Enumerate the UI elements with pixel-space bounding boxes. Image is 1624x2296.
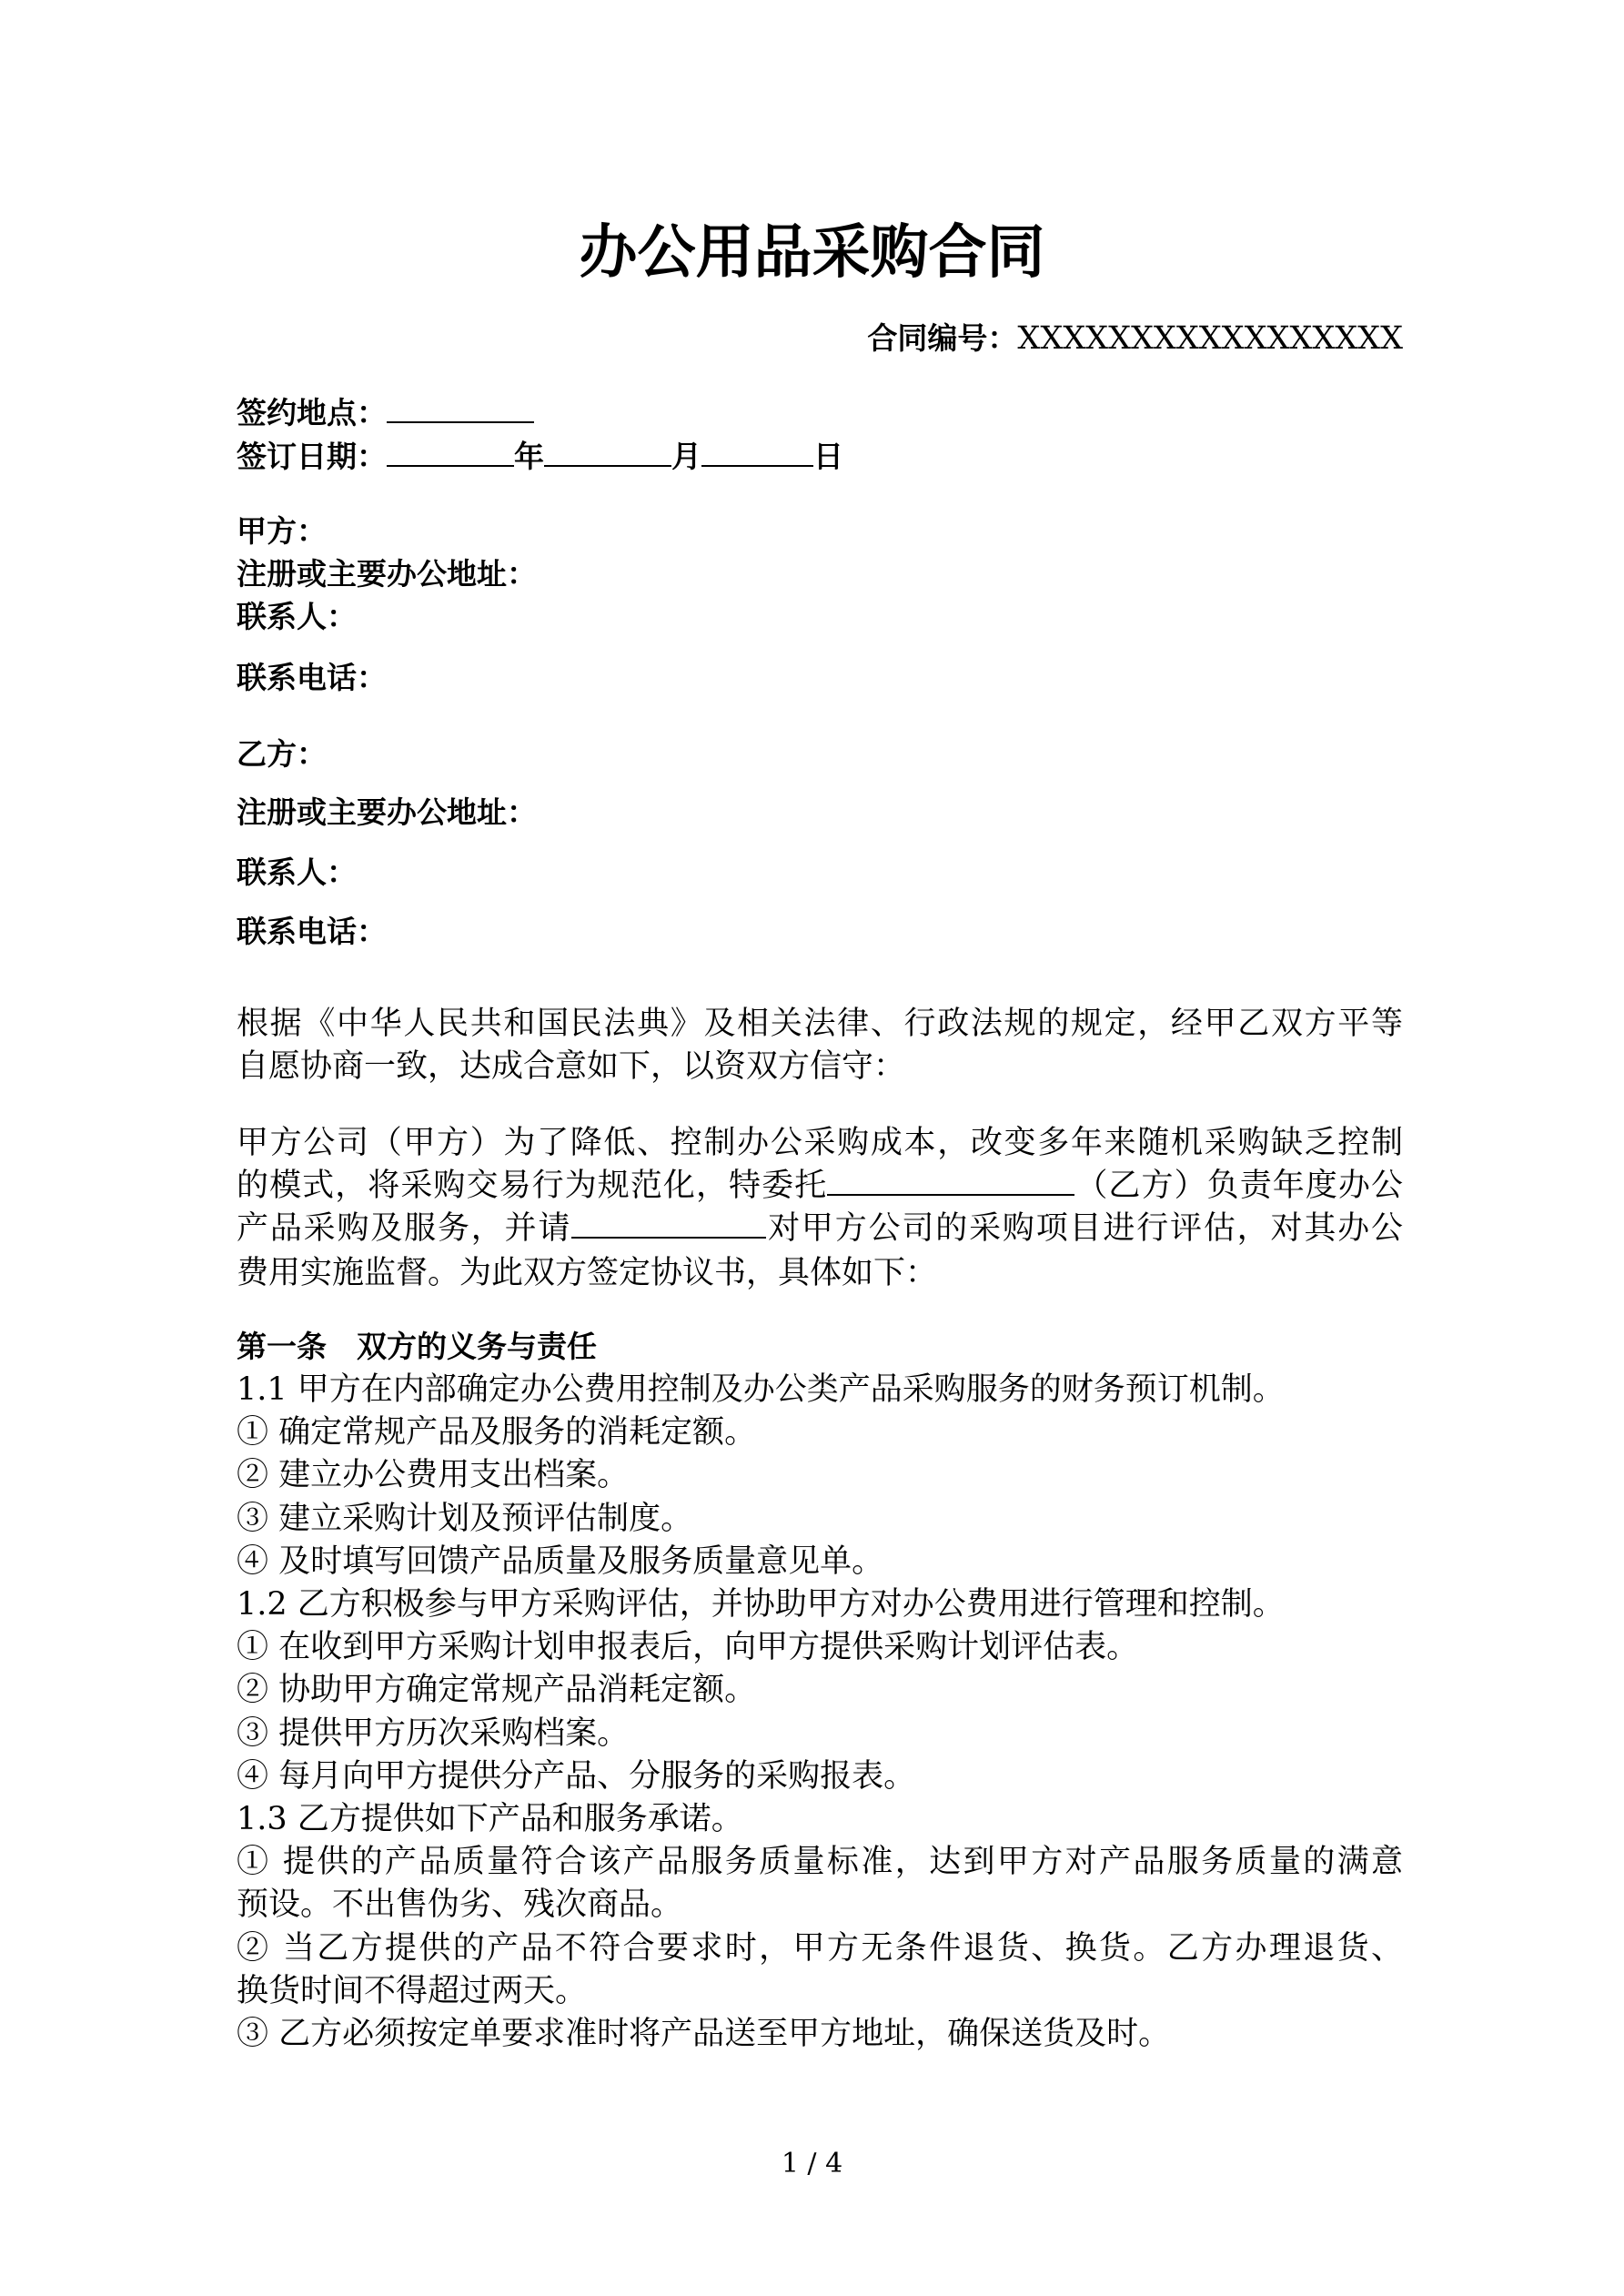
- sign-place-label: 签约地点：: [237, 395, 387, 430]
- contract-number: [237, 317, 1403, 360]
- contract-number-label: 合同编号：: [867, 320, 1018, 356]
- party-a-contact: 联系人：: [237, 599, 357, 634]
- party-a-phone: 联系电话：: [237, 660, 387, 695]
- year-label: 年: [514, 439, 544, 474]
- intro-text: 对甲方公司的采购项目进行评估，对其办公: [766, 1210, 1403, 1247]
- article-heading: 第一条 双方的义务与责任: [237, 1329, 597, 1364]
- party-b-contact: 联系人：: [237, 855, 357, 890]
- evaluator-blank: [571, 1209, 766, 1239]
- article-line: ④ 每月向甲方提供分产品、分服务的采购报表。: [237, 1757, 916, 1795]
- day-blank: [701, 438, 813, 467]
- article-line: ② 建立办公费用支出档案。: [237, 1457, 630, 1494]
- page-number: 1 / 4: [781, 2148, 843, 2180]
- intro-text: （乙方）负责年度办公: [1074, 1168, 1403, 1204]
- article-line: 换货时间不得超过两天。: [237, 1972, 588, 2009]
- article-line: ② 当乙方提供的产品不符合要求时，甲方无条件退货、换货。乙方办理退货、: [237, 1929, 1403, 1967]
- article-line: ① 在收到甲方采购计划申报表后，向甲方提供采购计划评估表。: [237, 1629, 1139, 1666]
- article-line: ① 确定常规产品及服务的消耗定额。: [237, 1414, 757, 1451]
- contract-number-value: XXXXXXXXXXXXXXXXX: [1017, 320, 1403, 357]
- intro-line: [237, 1207, 1403, 1250]
- article-line: 1.1 甲方在内部确定办公费用控制及办公类产品采购服务的财务预订机制。: [237, 1371, 1285, 1408]
- party-a-address: 注册或主要办公地址：: [237, 556, 537, 592]
- intro-line: [237, 1164, 1403, 1208]
- preamble-line: 自愿协商一致，达成合意如下，以资双方信守：: [237, 1048, 906, 1085]
- day-label: 日: [813, 439, 843, 474]
- party-b-label: 乙方：: [237, 736, 327, 772]
- article-line: ③ 乙方必须按定单要求准时将产品送至甲方地址，确保送货及时。: [237, 2016, 1171, 2052]
- article-line: 1.2 乙方积极参与甲方采购评估，并协助甲方对办公费用进行管理和控制。: [237, 1586, 1285, 1623]
- party-b-address: 注册或主要办公地址：: [237, 794, 537, 830]
- article-line: ③ 提供甲方历次采购档案。: [237, 1714, 630, 1752]
- party-a-label: 甲方：: [237, 513, 327, 549]
- article-line: ④ 及时填写回馈产品质量及服务质量意见单。: [237, 1542, 884, 1580]
- preamble-line: 根据《中华人民共和国民法典》及相关法律、行政法规的规定，经甲乙双方平等: [237, 1006, 1403, 1042]
- intro-line: 费用实施监督。为此双方签定协议书，具体如下：: [237, 1255, 938, 1291]
- month-blank: [544, 438, 671, 467]
- sign-date-label: 签订日期：: [237, 439, 387, 474]
- article-line: ② 协助甲方确定常规产品消耗定额。: [237, 1672, 757, 1709]
- sign-place-blank: [387, 394, 534, 423]
- intro-line: 甲方公司（甲方）为了降低、控制办公采购成本，改变多年来随机采购缺乏控制: [237, 1125, 1403, 1161]
- article-line: 1.3 乙方提供如下产品和服务承诺。: [237, 1801, 743, 1837]
- entrusted-party-blank: [827, 1167, 1074, 1196]
- party-b-phone: 联系电话：: [237, 914, 387, 949]
- year-blank: [387, 438, 514, 467]
- sign-date: [237, 435, 1403, 479]
- article-line: ③ 建立采购计划及预评估制度。: [237, 1500, 693, 1537]
- article-line: 预设。不出售伪劣、残次商品。: [237, 1886, 683, 1924]
- intro-text: 的模式，将采购交易行为规范化，特委托: [237, 1168, 828, 1204]
- intro-text: 产品采购及服务，并请: [237, 1210, 572, 1247]
- article-line: ① 提供的产品质量符合该产品服务质量标准，达到甲方对产品服务质量的满意: [237, 1844, 1403, 1881]
- document-title: 办公用品采购合同: [579, 219, 1045, 287]
- sign-place: [237, 391, 1403, 435]
- month-label: 月: [671, 439, 701, 474]
